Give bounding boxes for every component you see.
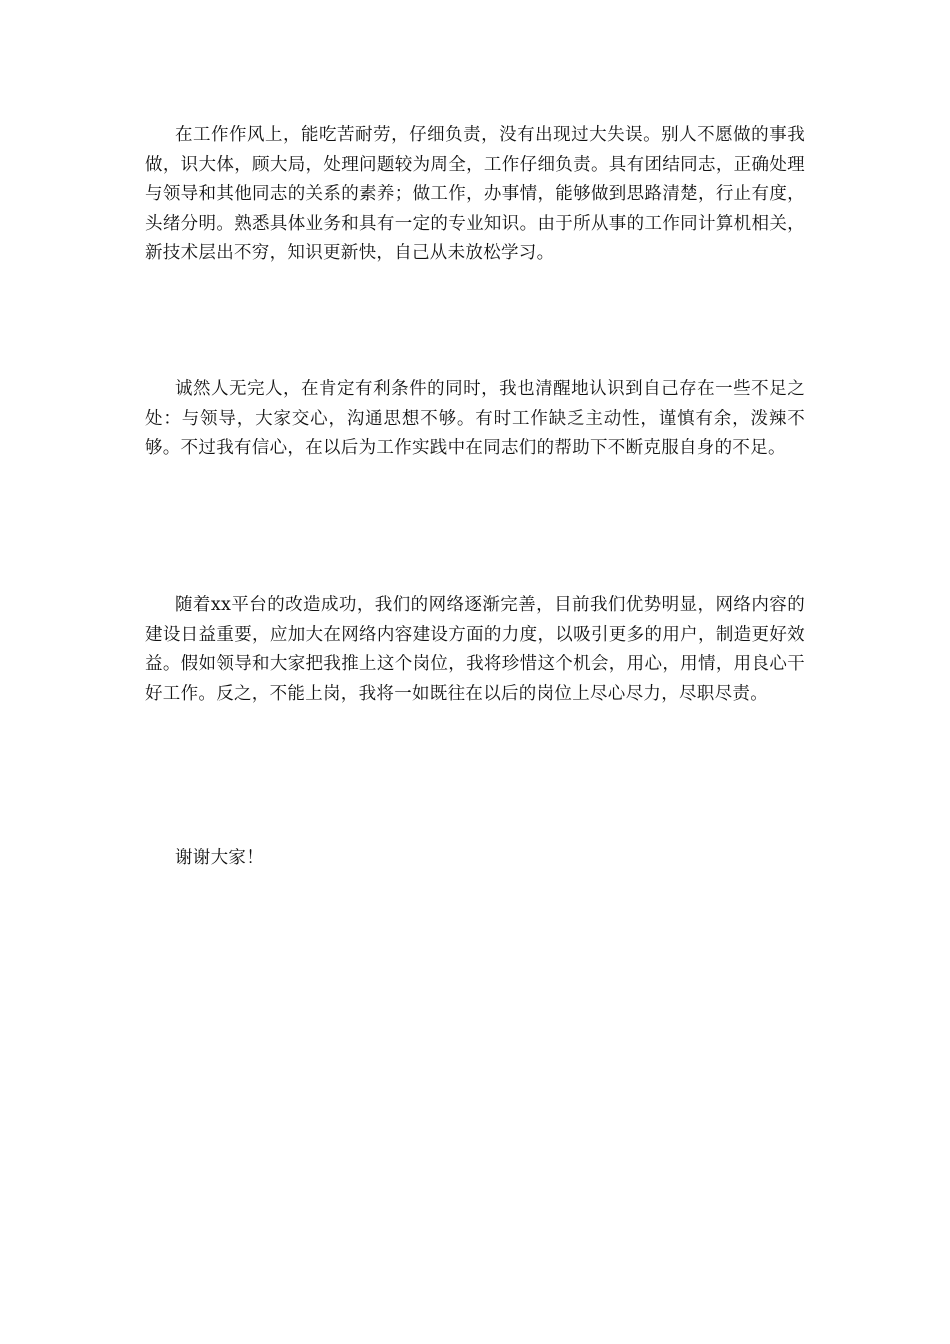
paragraph-thanks: 谢谢大家！ (175, 848, 264, 868)
paragraph-work-style: 在工作作风上，能吃苦耐劳，仔细负责，没有出现过大失误。别人不愿做的事我做，识大体，顾大局，处理问题较为周全，工作仔细负责。具有团结同志，正确处理与领导和其他同志的关系的素养；做工作，办事情，能够做到思路清楚，行止有度，头绪分明。熟悉具体业务和具有一定的专业知识。由于所从事的工作同计算机相关，新技术层出不穷，知识更新快，自己从未放松学习。 (145, 125, 805, 263)
paragraph-shortcomings: 诚然人无完人，在肯定有利条件的同时，我也清醒地认识到自己存在一些不足之处：与领导，大家交心，沟通思想不够。有时工作缺乏主动性，谨慎有余，泼辣不够。不过我有信心，在以后为工作实践中在同志们的帮助下不断克服自身的不足。 (145, 379, 805, 458)
paragraph-platform-plans: 随着xx平台的改造成功，我们的网络逐渐完善，目前我们优势明显，网络内容的建设日益重要，应加大在网络内容建设方面的力度，以吸引更多的用户，制造更好效益。假如领导和大家把我推上这个岗位，我将珍惜这个机会，用心，用情，用良心干好工作。反之，不能上岗，我将一如既往在以后的岗位上尽心尽力，尽职尽责。 (145, 595, 805, 704)
